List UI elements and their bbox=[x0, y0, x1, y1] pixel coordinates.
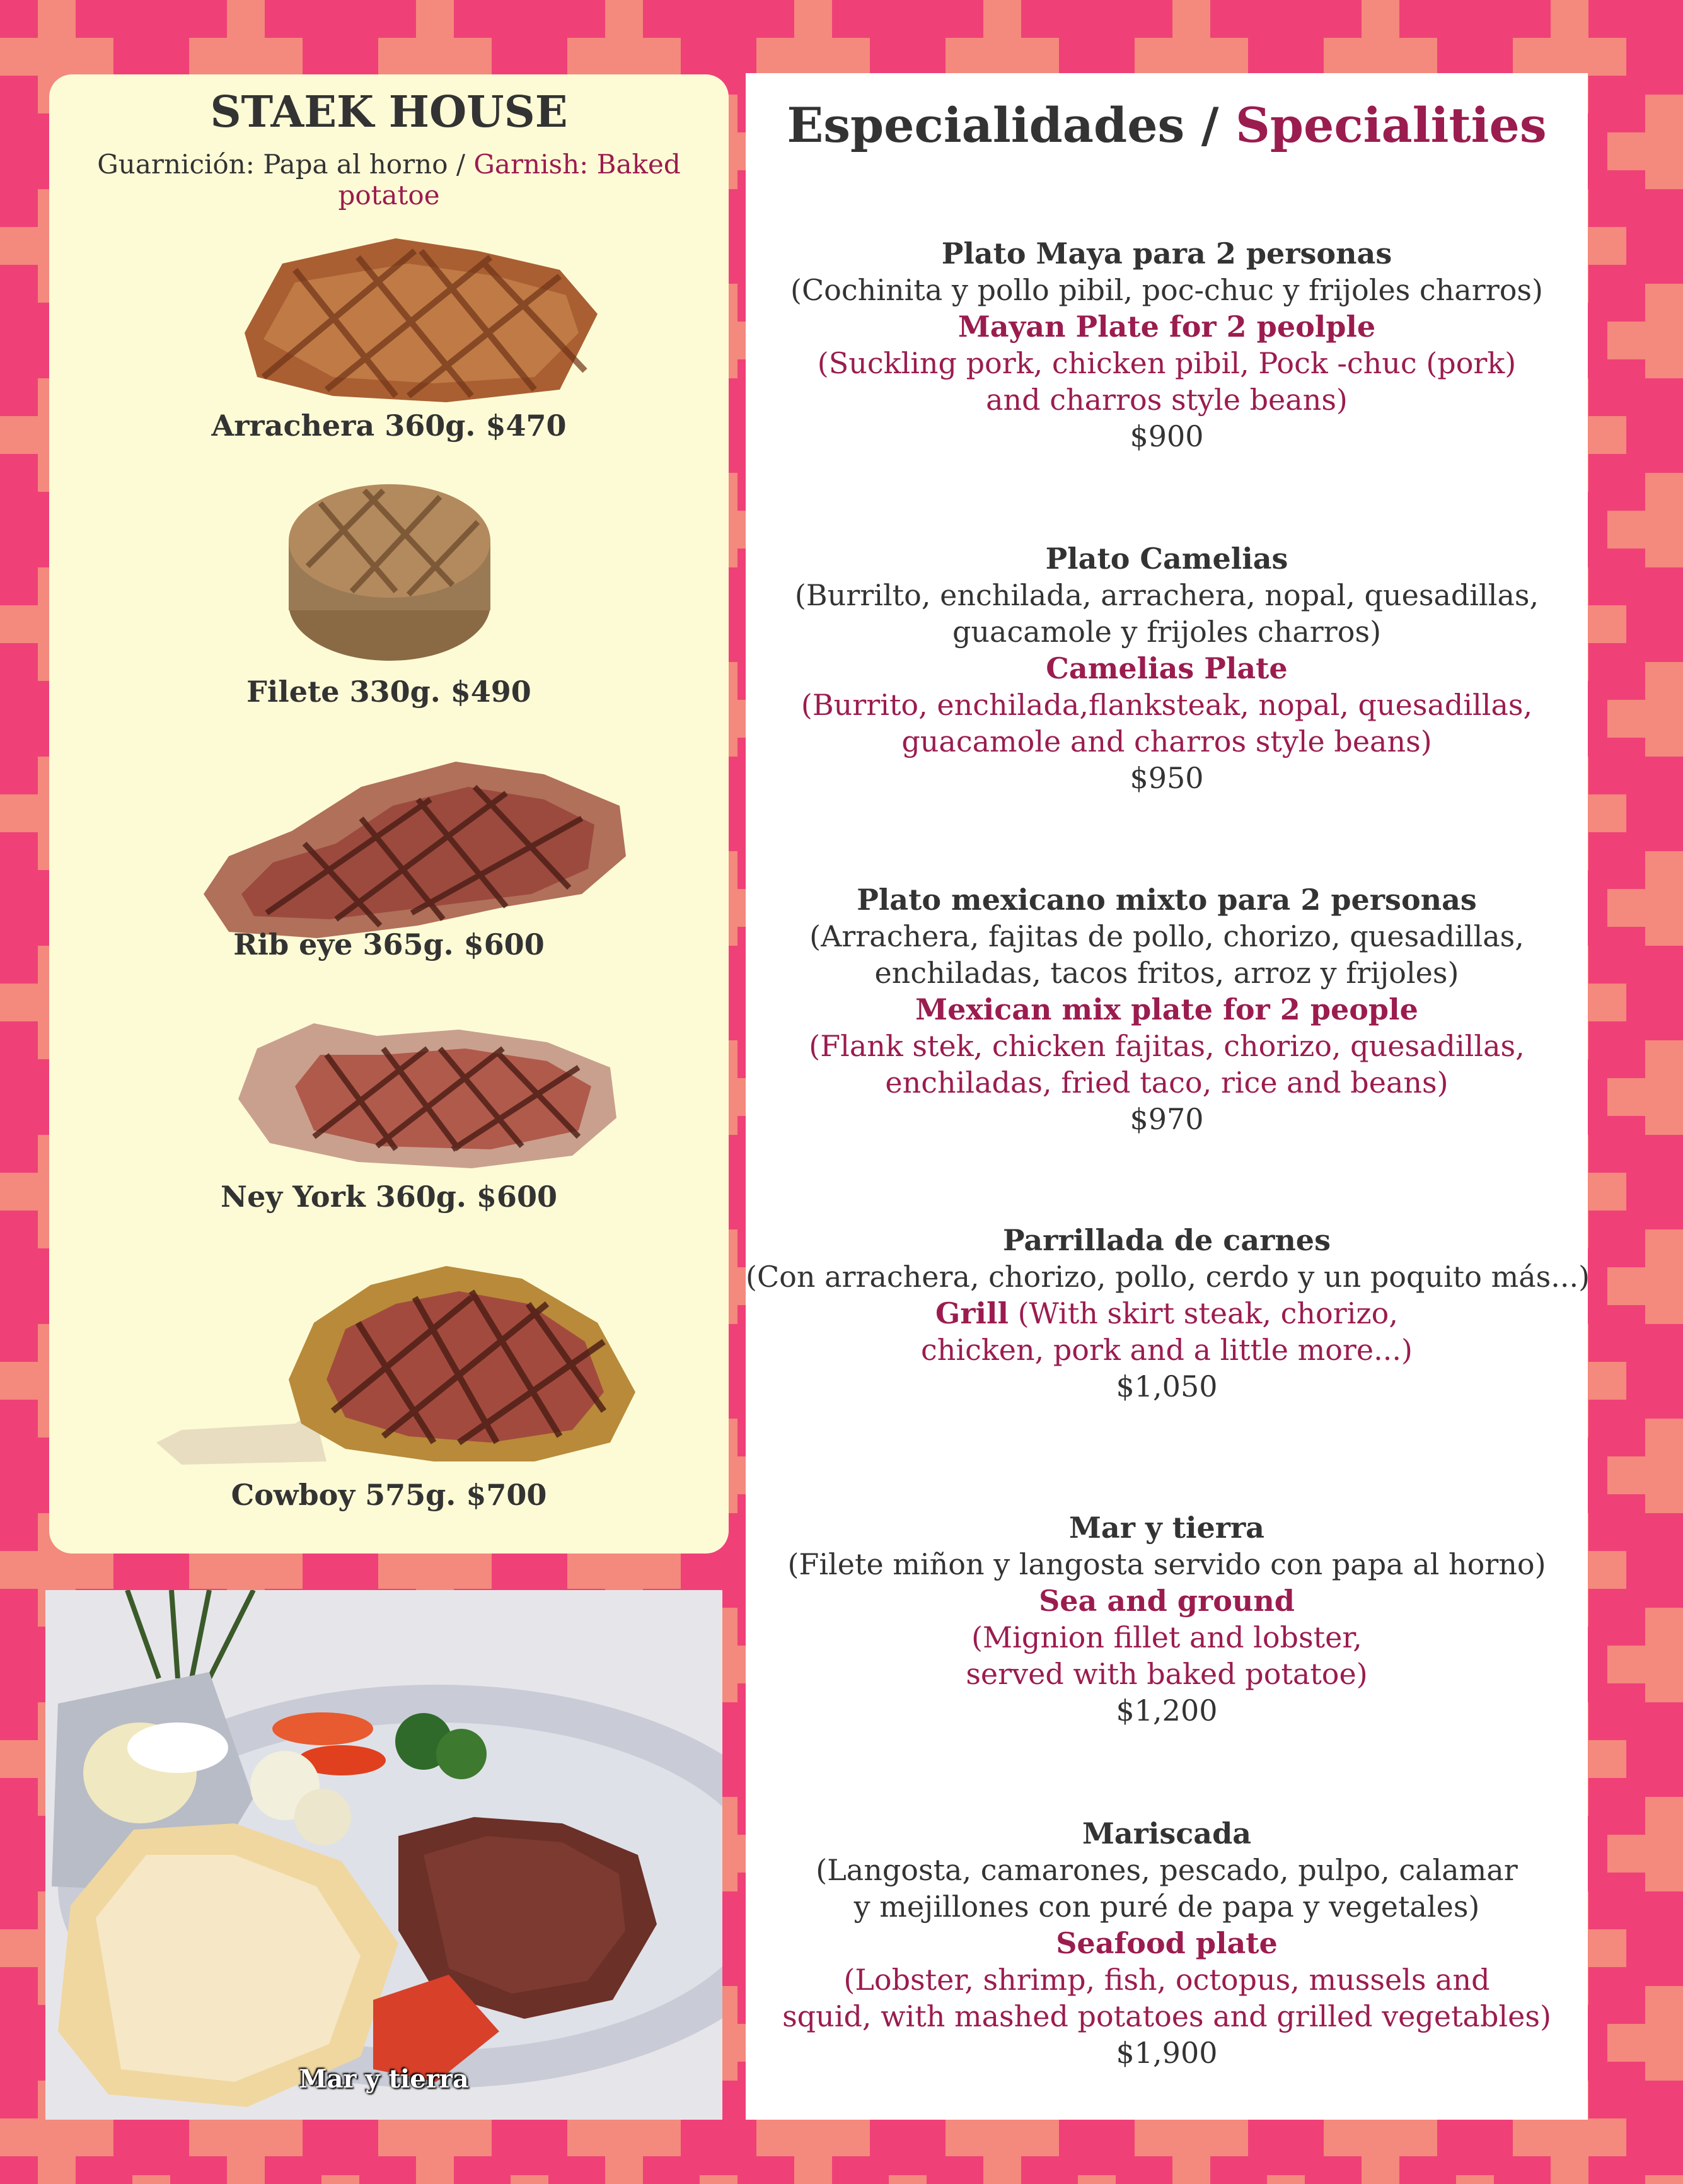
item-desc-en: (Lobster, shrimp, fish, octopus, mussels and bbox=[843, 1963, 1490, 1997]
item-desc: (Langosta, camarones, pescado, pulpo, calamar bbox=[816, 1853, 1518, 1887]
item-desc: (Arrachera, fajitas de pollo, chorizo, quesadillas, bbox=[809, 919, 1524, 953]
item-desc: (Cochinita y pollo pibil, poc-chuc y frijoles charros) bbox=[790, 273, 1543, 307]
specialties-panel bbox=[746, 73, 1588, 2120]
specialty-item bbox=[746, 881, 1588, 1137]
item-desc-en: and charros style beans) bbox=[986, 383, 1348, 417]
garnish-en: Garnish: Baked potatoe bbox=[338, 149, 681, 211]
steak-label-ribeye: Rib eye 365g. $600 bbox=[233, 927, 545, 961]
steak-label-filete: Filete 330g. $490 bbox=[246, 675, 531, 709]
item-desc-en: (With skirt steak, chorizo, bbox=[1017, 1296, 1398, 1330]
item-desc-en: guacamole and charros style beans) bbox=[901, 724, 1432, 758]
item-desc: (Con arrachera, chorizo, pollo, cerdo y un poquito más...) bbox=[746, 1260, 1590, 1294]
ribeye-image bbox=[191, 749, 645, 944]
item-name: Mar y tierra bbox=[1069, 1511, 1264, 1545]
specialties-title-es: Especialidades / bbox=[787, 97, 1219, 153]
item-price: $1,050 bbox=[1116, 1369, 1218, 1403]
steakhouse-title: STAEK HOUSE bbox=[210, 87, 568, 137]
item-desc-en: (Burrito, enchilada,flanksteak, nopal, quesadillas, bbox=[801, 688, 1533, 722]
item-desc: (Burrilto, enchilada, arrachera, nopal, quesadillas, bbox=[794, 578, 1539, 612]
item-name: Plato Maya para 2 personas bbox=[941, 236, 1392, 270]
filete-image bbox=[282, 478, 497, 667]
item-price: $950 bbox=[1130, 761, 1204, 795]
steak-label-newyork: Ney York 360g. $600 bbox=[221, 1180, 557, 1214]
item-price: $900 bbox=[1130, 419, 1204, 453]
cowboy-image bbox=[144, 1253, 661, 1480]
item-name-en: Mayan Plate for 2 peolple bbox=[957, 310, 1376, 344]
specialty-item bbox=[746, 235, 1588, 455]
item-name: Plato mexicano mixto para 2 personas bbox=[857, 883, 1477, 917]
newyork-image bbox=[219, 1004, 623, 1181]
specialties-title-en: Specialities bbox=[1235, 97, 1547, 153]
steak-label-arrachera: Arrachera 360g. $470 bbox=[211, 409, 567, 443]
item-en-line bbox=[746, 1295, 1588, 1332]
item-desc-en: (Suckling pork, chicken pibil, Pock -chuc (pork) bbox=[817, 346, 1517, 380]
item-desc: (Filete miñon y langosta servido con papa al horno) bbox=[787, 1547, 1546, 1581]
item-price: $970 bbox=[1130, 1102, 1204, 1136]
item-desc-en: enchiladas, fried taco, rice and beans) bbox=[885, 1066, 1449, 1100]
arrachera-image bbox=[207, 226, 635, 415]
item-name-en: Mexican mix plate for 2 people bbox=[915, 992, 1418, 1026]
item-desc: y mejillones con puré de papa y vegetales) bbox=[853, 1890, 1480, 1924]
photo-caption: Mar y tierra bbox=[299, 2064, 469, 2094]
dish-illustration bbox=[45, 1590, 722, 2120]
item-name-en: Sea and ground bbox=[1039, 1584, 1295, 1618]
item-desc: guacamole y frijoles charros) bbox=[952, 615, 1382, 649]
item-name: Mariscada bbox=[1082, 1816, 1252, 1850]
item-name-en: Seafood plate bbox=[1056, 1926, 1278, 1960]
item-name-en: Grill bbox=[935, 1296, 1009, 1330]
item-desc-en: squid, with mashed potatoes and grilled vegetables) bbox=[782, 1999, 1551, 2033]
item-name: Parrillada de carnes bbox=[1003, 1223, 1331, 1257]
specialty-item bbox=[746, 1222, 1588, 1405]
steakhouse-panel bbox=[49, 74, 729, 1554]
item-price: $1,200 bbox=[1116, 1693, 1218, 1728]
item-price: $1,900 bbox=[1116, 2036, 1218, 2070]
garnish-line bbox=[49, 149, 729, 211]
item-name-en: Camelias Plate bbox=[1046, 651, 1288, 685]
mar-y-tierra-photo bbox=[45, 1590, 722, 2120]
item-desc: enchiladas, tacos fritos, arroz y frijoles) bbox=[874, 956, 1459, 990]
item-desc-en: (Mignion fillet and lobster, bbox=[971, 1620, 1362, 1654]
specialty-item bbox=[746, 1509, 1588, 1729]
specialty-item bbox=[746, 540, 1588, 796]
steak-label-cowboy: Cowboy 575g. $700 bbox=[231, 1478, 547, 1512]
specialty-item bbox=[746, 1815, 1588, 2071]
garnish-es: Guarnición: Papa al horno / bbox=[97, 149, 466, 180]
item-desc-en: served with baked potatoe) bbox=[966, 1657, 1368, 1691]
specialties-title bbox=[746, 97, 1588, 153]
item-name: Plato Camelias bbox=[1045, 542, 1288, 576]
item-desc-en: (Flank stek, chicken fajitas, chorizo, quesadillas, bbox=[809, 1029, 1525, 1063]
item-desc-en: chicken, pork and a little more...) bbox=[921, 1333, 1413, 1367]
